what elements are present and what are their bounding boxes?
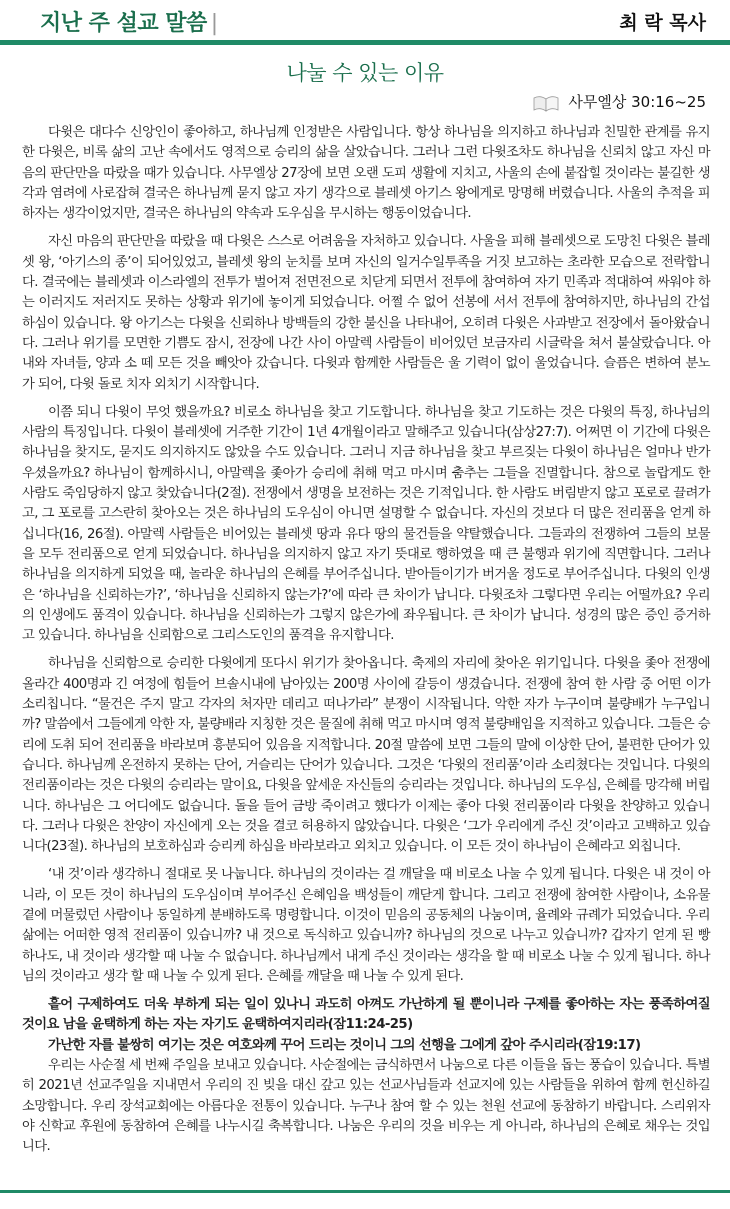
sermon-body bbox=[0, 117, 730, 1158]
paragraph: 이쯤 되니 다윗이 무엇 했을까요? 비로소 하나님을 찾고 기도합니다. 하나님을 찾고 기도하는 것은 다윗의 특징, 하나님의 사람의 특징입니다. 다윗이 블레셋에 거주한 기간이 1년 4개월이라고 말해주고 있습니다(삼상27:7). 어쩌면 이 기간에 다윗은 하나님을 찾지도, 묻지도 의지하지도 않았을 수도 있습니다. 그러니 지금 하나님을 찾고 부르짖는 다윗이 하나님은 얼마나 반가우셨을까요? 하나님이 함께하시니, 아말렉을 좇아가 승리에 취해 먹고 마시며 춤추는 그들을 진멸합니다. 참으로 놀랍게도 한 사람도 죽임당하지 않고 찾았습니다(2절). 전쟁에서 생명을 보전하는 것은 기적입니다. 한 사람도 버림받지 않고 포로로 끌려가고, 그 포로를 고스란히 찾아오는 것은 하나님의 도우심이 아니면 설명할 수 없습니다. 자신의 것보다 더 많은 전리품을 얻게 하십니다(16, 26절). 아말렉 사람들은 비어있는 블레셋 땅과 유다 땅의 물건들을 약탈했습니다. 그들과의 전쟁하여 그들의 보물을 모두 전리품으로 얻게 되었습니다. 하나님을 의지하지 않고 자기 뜻대로 행하였을 때 큰 불행과 위기에 직면합니다. 그러나 하나님을 의지하게 되었을 때, 놀라운 하나님의 은혜를 부어주십니다. 받아들이기가 버거울 정도로 부어주십니다. 다윗의 인생은 ‘하나님을 신뢰하는가?’, ‘하나님을 신뢰하지 않는가?’에 따라 큰 차이가 납니다. 다윗조차 그렇다면 우리는 어떨까요? 우리의 인생에도 품격이 있습니다. 하나님을 신뢰하는가 그렇지 않은가에 좌우됩니다. 큰 차이가 납니다. 성경의 많은 증인 증거하고 있습니다. 하나님을 신뢰함으로 그리스도인의 품격을 유지합니다. bbox=[22, 404, 710, 644]
paragraph: ‘내 것’이라 생각하니 절대로 못 나눕니다. 하나님의 것이라는 걸 깨달을 때 비로소 나눌 수 있게 됩니다. 다윗은 내 것이 아니라, 이 모든 것이 하나님의 도우심이며 부어주신 은혜임을 백성들이 깨닫게 합니다. 그리고 전쟁에 참여한 사람이나, 소유물 곁에 머물렀던 사람이나 동일하게 분배하도록 명령합니다. 이것이 믿음의 공동체의 나눔이며, 율례와 규례가 되었습니다. 우리 삶에는 어떠한 영적 전리품이 있습니까? 내 것으로 독식하고 있습니까? 하나님의 것으로 나누고 있습니까? 갑자기 얻게 된 빵 하나도, 내 것이라 생각할 때 나눌 수 없습니다. 하나님께서 내게 주신 것이라는 생각을 할 때 비로소 나눌 수 있게 됩니다. 하나님의 것이라고 생각 할 때 나눌 수 있게 된다. 은혜를 깨달을 때 나눌 수 있게 된다. bbox=[22, 867, 710, 984]
closing-paragraph: 우리는 사순절 세 번째 주일을 보내고 있습니다. 사순절에는 금식하면서 나눔으로 다른 이들을 돕는 풍습이 있습니다. 특별히 2021년 선교주일을 지내면서 우리의 진 빚을 대신 갚고 있는 선교사님들과 선교지에 있는 사람들을 위하여 함께 헌신하길 소망합니다. 우리 장석교회에는 아름다운 전통이 있습니다. 누구나 참여 할 수 있는 천원 선교에 동참하기 바랍니다. 스리위자야 신학교 후원에 동참하여 은혜를 나누시길 축복합니다. 나눔은 우리의 것을 비우는 게 아니라, 하나님의 은혜로 채우는 것입니다. bbox=[22, 1058, 710, 1155]
footer-rule bbox=[0, 1190, 730, 1193]
scripture-text: 사무엘상 30:16~25 bbox=[568, 93, 706, 111]
title-divider: | bbox=[210, 11, 218, 36]
sermon-title: 나눌 수 있는 이유 bbox=[286, 61, 444, 85]
paragraph: 자신 마음의 판단만을 따랐을 때 다윗은 스스로 어려움을 자처하고 있습니다. 사울을 피해 블레셋으로 도망친 다윗은 블레셋 왕, ‘아기스의 종’이 되어있었고, 블레셋 왕의 눈치를 보며 자신의 일거수일투족을 거짓 보고하는 초라한 모습으로 전락합니다. 결국에는 블레셋과 이스라엘의 전투가 벌어져 전면전으로 치닫게 되면서 전투에 참여하여 자기 민족과 적대하여 싸워야 하는 이러지도 저러지도 못하는 상황과 위기에 놓이게 되었습니다. 어쩔 수 없어 선봉에 서서 전투에 참여하지만, 하나님의 간섭하심이 있습니다. 왕 아기스는 다윗을 신뢰하나 방백들의 강한 불신을 나타내어, 오히려 다윗은 사과받고 전장에서 돌아왔습니다. 그러나 위기를 모면한 기쁨도 잠시, 전장에 나간 사이 아말렉 사람들이 비어있던 보금자리 시글락을 쳐서 불살랐습니다. 아내와 자녀들, 양과 소 떼 모든 것을 빼앗아 갔습니다. 다윗과 함께한 사람들은 울 기력이 없이 울었습니다. 슬픔은 변하여 분노가 되어, 다윗 돌로 치자 외치기 시작합니다. bbox=[22, 234, 710, 392]
paragraph: 하나님을 신뢰함으로 승리한 다윗에게 또다시 위기가 찾아옵니다. 축제의 자리에 찾아온 위기입니다. 다윗을 좇아 전쟁에 올라간 400명과 긴 여정에 힘들어 브솔시내에 남아있는 200명 사이에 갈등이 생겼습니다. 전쟁에 참여 한 사람 중 어떤 이가 소리칩니다. “물건은 주지 말고 각자의 처자만 데리고 떠나가라” 분쟁이 시작됩니다. 악한 자가 누구이며 불량배가 누구입니까? 말씀에서 그들에게 악한 자, 불량배라 지칭한 것은 물질에 취해 먹고 마시며 영적 불량배임을 지적하고 있습니다. 그들은 승리에 도취 되어 전리품을 바라보며 흥분되어 있음을 지적합니다. 20절 말씀에 보면 그들의 말에 이상한 단어, 불편한 단어가 있습니다. 하나님께 온전하지 못하는 단어, 거슬리는 단어가 있습니다. 그것은 ‘다윗의 전리품’이라 소리쳤다는 것입니다. 다윗의 전리품이라는 것은 다윗의 승리라는 말이요, 다윗을 앞세운 자신들의 승리라는 것입니다. 하나님의 도우심, 은혜를 망각해 버립니다. 하나님은 그 어디에도 없습니다. 돌을 들어 금방 죽이려고 했다가 이제는 좋아 다윗 전리품이라 다윗을 찬양하고 있습니다. 그러나 다윗은 찬양이 자신에게 오는 것을 결코 허용하지 않았습니다. 다윗은 ‘그가 우리에게 주신 것’이라고 고백하고 있습니다(23절). 하나님의 보호하심과 승리케 하심을 바라보라고 외치고 있습니다. 이 모든 것이 하나님이 은혜라고 외칩니다. bbox=[22, 656, 710, 855]
scripture-reference bbox=[0, 87, 730, 117]
header-rule bbox=[0, 40, 730, 45]
section-title-text: 지난 주 설교 말씀 bbox=[40, 11, 207, 36]
scripture-quote: 가난한 자를 불쌍히 여기는 것은 여호와께 꾸어 드리는 것이니 그의 선행을 그에게 갚아 주시리라(잠19:17) bbox=[48, 1037, 641, 1053]
author-name: 최 락 목사 bbox=[619, 12, 706, 34]
page-header bbox=[0, 0, 730, 40]
paragraph: 다윗은 대다수 신앙인이 좋아하고, 하나님께 인정받은 사람입니다. 항상 하나님을 의지하고 하나님과 친밀한 관계를 유지한 다윗은, 비록 삶의 고난 속에서도 영적으로 승리의 삶을 살았습니다. 그러나 그런 다윗조차도 하나님을 신뢰치 않고 자신 마음의 판단만을 따랐을 때가 있습니다. 사무엘상 27장에 보면 오랜 도피 생활에 지치고, 사울의 손에 붙잡힐 것이라는 불길한 생각과 염려에 사로잡혀 결국은 하나님께 묻지 않고 자기 생각으로 블레셋 아기스 왕에게로 망명해 버렸습니다. 사울의 추적을 피하자는 생각이었지만, 결국은 하나님의 약속과 도우심을 무시하는 행동이었습니다. bbox=[22, 125, 710, 222]
open-book-icon bbox=[532, 94, 560, 112]
section-title bbox=[40, 6, 218, 37]
scripture-quote: 흩어 구제하여도 더욱 부하게 되는 일이 있나니 과도히 아껴도 가난하게 될 뿐이니라 구제를 좋아하는 자는 풍족하여질 것이요 남을 윤택하게 하는 자는 자기도 윤택하여지리라(잠11:24-25) bbox=[22, 997, 711, 1033]
